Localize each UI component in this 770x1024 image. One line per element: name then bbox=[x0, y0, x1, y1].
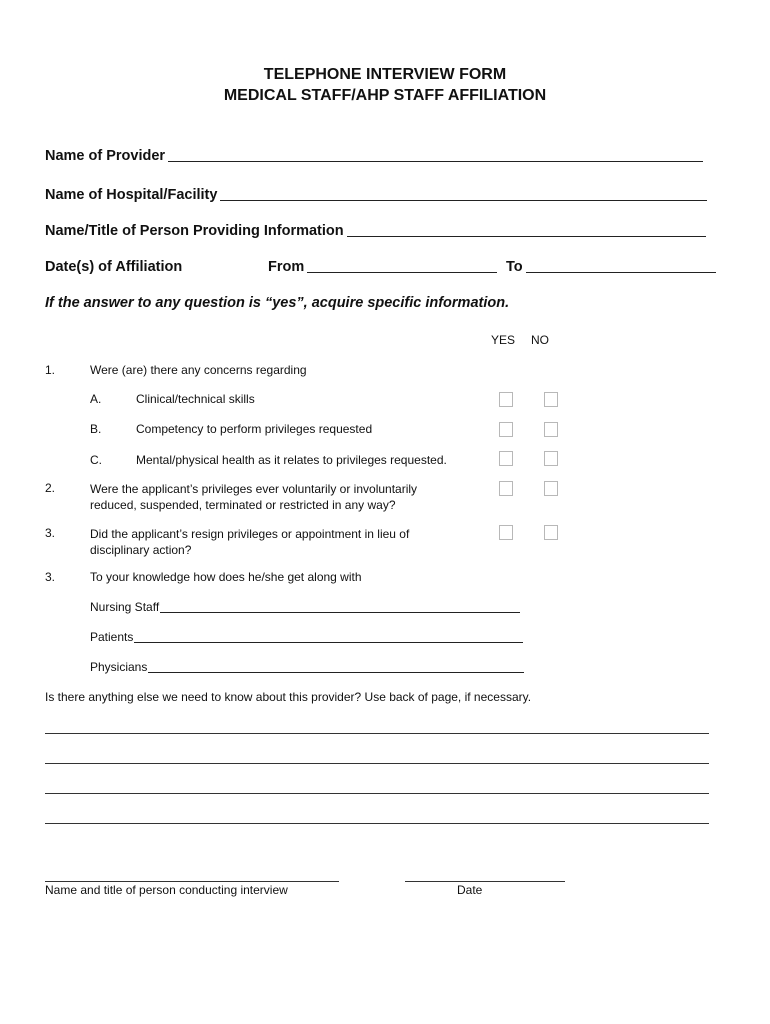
question-4-number: 3. bbox=[45, 570, 56, 584]
question-1b-no-checkbox[interactable] bbox=[544, 422, 558, 437]
question-3-text: Did the applicant’s resign privileges or appointment in lieu of disciplinary action? bbox=[90, 527, 410, 557]
from-field bbox=[268, 259, 497, 275]
question-1a-text: Clinical/technical skills bbox=[136, 392, 255, 406]
form-title: TELEPHONE INTERVIEW FORM bbox=[263, 66, 507, 83]
yes-column-header: YES bbox=[491, 333, 516, 347]
patients-label: Patients bbox=[90, 630, 134, 644]
comments-line-1[interactable] bbox=[45, 733, 709, 734]
question-1b-letter: B. bbox=[90, 422, 102, 436]
physicians-input-line[interactable] bbox=[148, 671, 524, 673]
person-field bbox=[45, 223, 706, 239]
no-column-header: NO bbox=[531, 333, 549, 347]
comments-line-3[interactable] bbox=[45, 793, 709, 794]
question-3-yes-checkbox[interactable] bbox=[499, 525, 513, 540]
question-3-no-checkbox[interactable] bbox=[544, 525, 558, 540]
question-1a-no-checkbox[interactable] bbox=[544, 392, 558, 407]
question-1c-text: Mental/physical health as it relates to privileges requested. bbox=[136, 453, 447, 467]
question-2-yes-checkbox[interactable] bbox=[499, 481, 513, 496]
comments-line-2[interactable] bbox=[45, 763, 709, 764]
provider-label: Name of Provider bbox=[45, 148, 166, 164]
physicians-label: Physicians bbox=[90, 660, 148, 674]
question-1b-text: Competency to perform privileges requested bbox=[136, 422, 373, 436]
to-label: To bbox=[506, 259, 523, 275]
dates-label: Date(s) of Affiliation bbox=[45, 259, 183, 275]
question-2-number: 2. bbox=[45, 481, 56, 495]
anything-else-text: Is there anything else we need to know about this provider? Use back of page, if necessary. bbox=[45, 690, 532, 704]
question-1-text: Were (are) there any concerns regarding bbox=[90, 363, 307, 377]
question-1-number: 1. bbox=[45, 363, 56, 377]
provider-field bbox=[45, 148, 703, 164]
provider-input-line[interactable] bbox=[168, 160, 703, 162]
instruction-text: If the answer to any question is “yes”, acquire specific information. bbox=[45, 295, 510, 311]
question-4-text: To your knowledge how does he/she get along with bbox=[90, 570, 362, 584]
nursing-staff-field bbox=[90, 600, 520, 614]
physicians-field bbox=[90, 660, 524, 674]
patients-input-line[interactable] bbox=[134, 641, 523, 643]
dates-field bbox=[45, 259, 182, 275]
to-field bbox=[506, 259, 716, 275]
nursing-staff-input-line[interactable] bbox=[160, 611, 520, 613]
hospital-input-line[interactable] bbox=[220, 199, 707, 201]
hospital-label: Name of Hospital/Facility bbox=[45, 187, 218, 203]
person-input-line[interactable] bbox=[347, 235, 706, 237]
person-label: Name/Title of Person Providing Information bbox=[45, 223, 344, 239]
question-1c-yes-checkbox[interactable] bbox=[499, 451, 513, 466]
hospital-field bbox=[45, 187, 707, 203]
nursing-staff-label: Nursing Staff bbox=[90, 600, 160, 614]
question-3-number: 3. bbox=[45, 526, 56, 540]
question-1c-no-checkbox[interactable] bbox=[544, 451, 558, 466]
date-signature-line[interactable] bbox=[405, 881, 565, 882]
patients-field bbox=[90, 630, 523, 644]
to-input-line[interactable] bbox=[526, 271, 716, 273]
question-2-text: Were the applicant’s privileges ever voluntarily or involuntarily reduced, suspended, terminated or restricted in any way? bbox=[90, 482, 418, 512]
from-input-line[interactable] bbox=[307, 271, 497, 273]
from-label: From bbox=[268, 259, 305, 275]
question-2-no-checkbox[interactable] bbox=[544, 481, 558, 496]
interviewer-signature-line[interactable] bbox=[45, 881, 339, 882]
question-1b-yes-checkbox[interactable] bbox=[499, 422, 513, 437]
question-1c-letter: C. bbox=[90, 453, 102, 467]
form-subtitle: MEDICAL STAFF/AHP STAFF AFFILIATION bbox=[223, 87, 547, 104]
question-1a-letter: A. bbox=[90, 392, 102, 406]
date-label: Date bbox=[457, 883, 483, 897]
question-1a-yes-checkbox[interactable] bbox=[499, 392, 513, 407]
comments-line-4[interactable] bbox=[45, 823, 709, 824]
interviewer-label: Name and title of person conducting interview bbox=[45, 883, 288, 897]
